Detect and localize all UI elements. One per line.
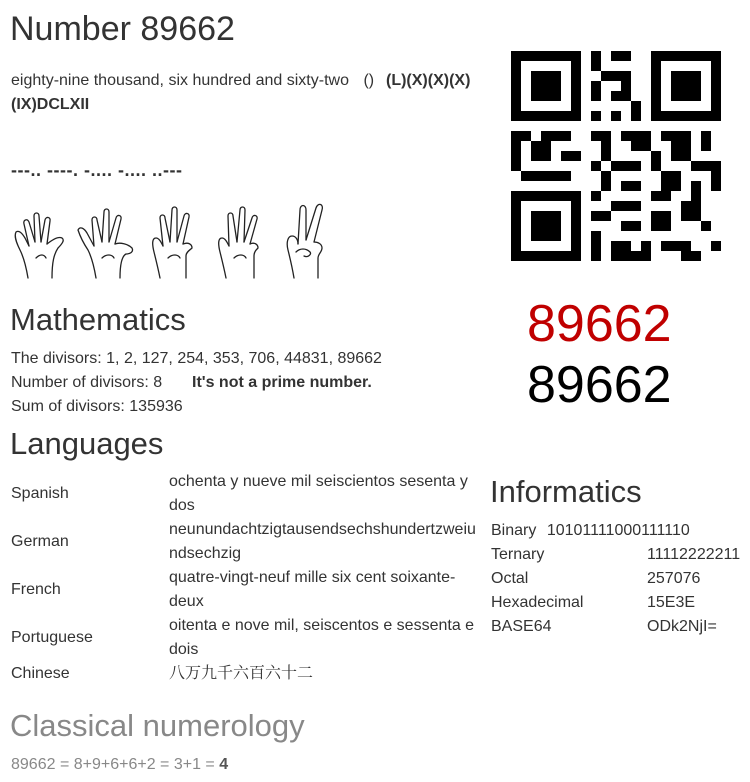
mathematics-title: Mathematics (10, 302, 186, 337)
hexadecimal-label: Hexadecimal (491, 594, 584, 611)
english-words: eighty-nine thousand, six hundred and sixty-two (11, 72, 349, 89)
divisors-line (11, 347, 382, 371)
numerology-formula: 89662 = 8+9+6+6+2 = 3+1 = (11, 756, 215, 773)
language-row (11, 614, 481, 662)
language-text: ochenta y nueve mil seiscientos sesenta y dos (169, 473, 468, 514)
black-number-display: 89662 (527, 356, 672, 414)
num-divisors-line (11, 371, 162, 395)
octal-label: Octal (491, 570, 529, 587)
sum-divisors-line (11, 395, 183, 419)
qr-code-icon (511, 51, 721, 261)
hand-digit-2-icon (278, 202, 340, 280)
base64-label: BASE64 (491, 618, 552, 635)
language-row (11, 470, 481, 518)
languages-table (11, 470, 481, 686)
base64-value: ODk2NjI= (647, 618, 717, 635)
language-text: 八万九千六百六十二 (169, 665, 314, 682)
binary-row (491, 519, 690, 543)
hexadecimal-value: 15E3E (647, 594, 696, 611)
ternary-label: Ternary (491, 546, 545, 563)
num-divisors-value: 8 (153, 374, 163, 391)
hand-digit-8-icon (10, 202, 72, 280)
divisors-value: 1, 2, 127, 254, 353, 706, 44831, 89662 (106, 350, 382, 367)
hand-digit-6-icon (146, 202, 208, 280)
languages-title: Languages (10, 426, 164, 461)
page-title: Number 89662 (10, 10, 235, 48)
language-row (11, 662, 481, 686)
numerology-title: Classical numerology (10, 708, 305, 743)
informatics-title: Informatics (490, 474, 642, 509)
language-row (11, 566, 481, 614)
divisors-label: The divisors: (11, 350, 102, 367)
sum-divisors-label: Sum of divisors: (11, 398, 125, 415)
language-name: Portuguese (11, 629, 93, 646)
language-name: Chinese (11, 665, 70, 682)
binary-label: Binary (491, 522, 537, 539)
hand-digit-6-icon (212, 202, 274, 280)
language-text: quatre-vingt-neuf mille six cent soixante-deux (169, 569, 456, 610)
language-name: French (11, 581, 61, 598)
language-text: oitenta e nove mil, seiscentos e sessenta e dois (169, 617, 475, 658)
num-divisors-label: Number of divisors: (11, 374, 149, 391)
language-name: Spanish (11, 485, 69, 502)
binary-value: 10101111000111110 (546, 522, 690, 539)
morse-code: ---.. ----. -.... -.... ..--- (11, 160, 183, 180)
octal-value: 257076 (647, 570, 701, 587)
language-row (11, 518, 481, 566)
roman-numeral-line1: (L)(X)(X)(X) (386, 72, 471, 89)
number-words (11, 69, 374, 93)
numerology-result: 4 (219, 756, 229, 773)
roman-numeral-line2: (IX)DCLXII (11, 96, 90, 113)
parens: () (363, 72, 375, 89)
language-name: German (11, 533, 69, 550)
numerology-line (11, 753, 228, 777)
sum-divisors-value: 135936 (129, 398, 183, 415)
ternary-value: 11112222211 (647, 546, 741, 563)
hand-digit-9-icon (76, 202, 138, 280)
prime-status: It's not a prime number. (192, 374, 372, 391)
language-text: neunundachtzigtausendsechshundertzweiundsechzig (169, 521, 476, 562)
red-number-display: 89662 (527, 295, 672, 353)
